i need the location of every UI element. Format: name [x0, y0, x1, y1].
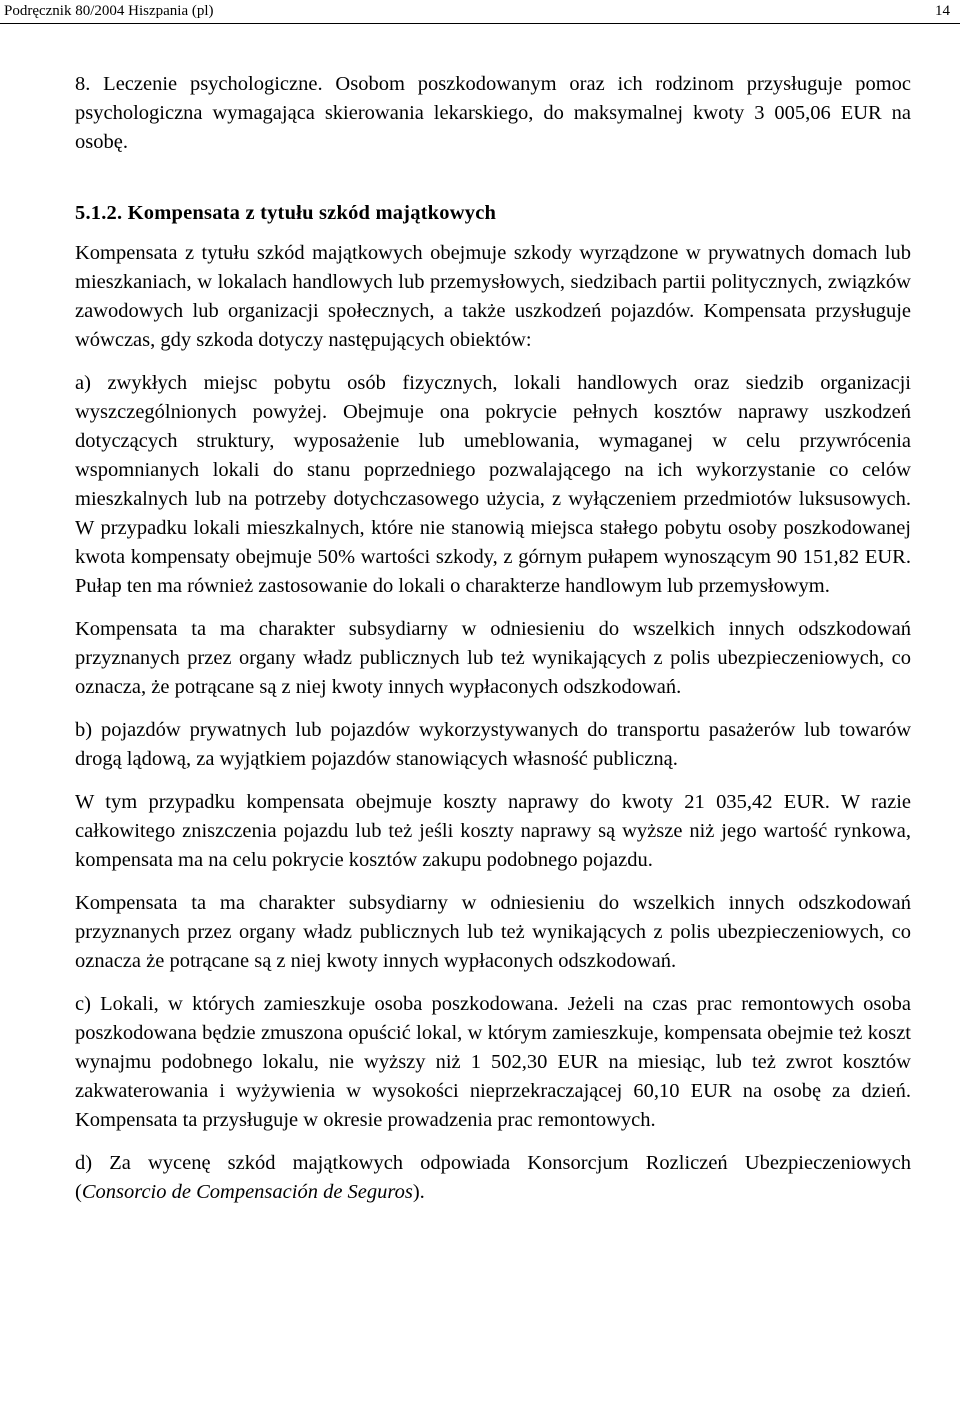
paragraph-subsidiary-2: Kompensata ta ma charakter subsydiarny w odniesieniu do wszelkich innych odszkodowań przyznanych przez organy władz publicznych lub też wynikających z polis ubezpieczeniowych, co oznacza że potrącane są z niej kwoty innych wypłaconych odszkodowań.: [75, 892, 911, 972]
item-d-italic-name: Consorcio de Compensación de Seguros: [81, 1181, 413, 1203]
paragraph-psychological-treatment: 8. Leczenie psychologiczne. Osobom poszkodowanym oraz ich rodzinom przysługuje pomoc psychologiczna wymagająca skierowania lekarskiego, do maksymalnej kwoty 3 005,06 EUR na osobę.: [75, 73, 911, 153]
header-title: Podręcznik 80/2004 Hiszpania (pl): [4, 3, 214, 19]
paragraph-subsidiary-1: Kompensata ta ma charakter subsydiarny w odniesieniu do wszelkich innych odszkodowań przyznanych przez organy władz publicznych lub też wynikających z polis ubezpieczeniowych, co oznacza, że potrącane są z niej kwoty innych wypłaconych odszkodowań.: [75, 618, 911, 698]
paragraph-item-b: b) pojazdów prywatnych lub pojazdów wykorzystywanych do transportu pasażerów lub towarów drogą lądową, za wyjątkiem pojazdów stanowiących własność publiczną.: [75, 719, 911, 770]
section-heading: 5.1.2. Kompensata z tytułu szkód majątkowych: [75, 202, 497, 224]
paragraph-vehicle-cost: W tym przypadku kompensata obejmuje koszty naprawy do kwoty 21 035,42 EUR. W razie całkowitego zniszczenia pojazdu lub też jeśli koszty naprawy są wyższe niż jego wartość rynkowa, kompensata ma na celu pokrycie kosztów zakupu podobnego pojazdu.: [75, 791, 911, 871]
paragraph-item-c: c) Lokali, w których zamieszkuje osoba poszkodowana. Jeżeli na czas prac remontowych osoba poszkodowana będzie zmuszona opuścić lokal, w którym zamieszkuje, kompensata obejmie też koszt wynajmu podobnego lokalu, nie wyższy niż 1 502,30 EUR na miesiąc, lub też zwrot kosztów zakwaterowania i wyżywienia w wysokości nieprzekraczającej 60,10 EUR na osobę za dzień. Kompensata ta przysługuje w okresie prowadzenia prac remontowych.: [75, 993, 911, 1131]
item-d-lead: d) Za wycenę szkód majątkowych odpowiada Konsorcjum Rozliczeń Ubezpieczeniowych (: [75, 1152, 911, 1203]
item-d-tail: ).: [412, 1181, 425, 1203]
page-header: [0, 0, 960, 24]
paragraph-item-d: [75, 1149, 911, 1207]
document-body: [75, 70, 911, 1207]
paragraph-item-a: a) zwykłych miejsc pobytu osób fizycznych, lokali handlowych oraz siedzib organizacji wyszczególnionych powyżej. Obejmuje ona pokrycie pełnych kosztów naprawy uszkodzeń dotyczących struktury, wyposażenie lub umeblowania, wymaganej w celu przywrócenia wspomnianych lokali do stanu poprzedniego pozwalającego na ich wykorzystanie co celów mieszkalnych lub na potrzeby dotychczasowego użycia, z wyłączeniem przedmiotów luksusowych. W przypadku lokali mieszkalnych, które nie stanowią miejsca stałego pobytu osoby poszkodowanej kwota kompensaty obejmuje 50% wartości szkody, z górnym pułapem wynoszącym 90 151,82 EUR. Pułap ten ma również zastosowanie do lokali o charakterze handlowym lub przemysłowym.: [75, 372, 911, 597]
page-number: 14: [935, 3, 950, 19]
paragraph-scope: Kompensata z tytułu szkód majątkowych obejmuje szkody wyrządzone w prywatnych domach lub mieszkaniach, w lokalach handlowych lub przemysłowych, siedzibach partii politycznych, związków zawodowych lub organizacji społecznych, a także uszkodzeń pojazdów. Kompensata przysługuje wówczas, gdy szkoda dotyczy następujących obiektów:: [75, 242, 911, 351]
